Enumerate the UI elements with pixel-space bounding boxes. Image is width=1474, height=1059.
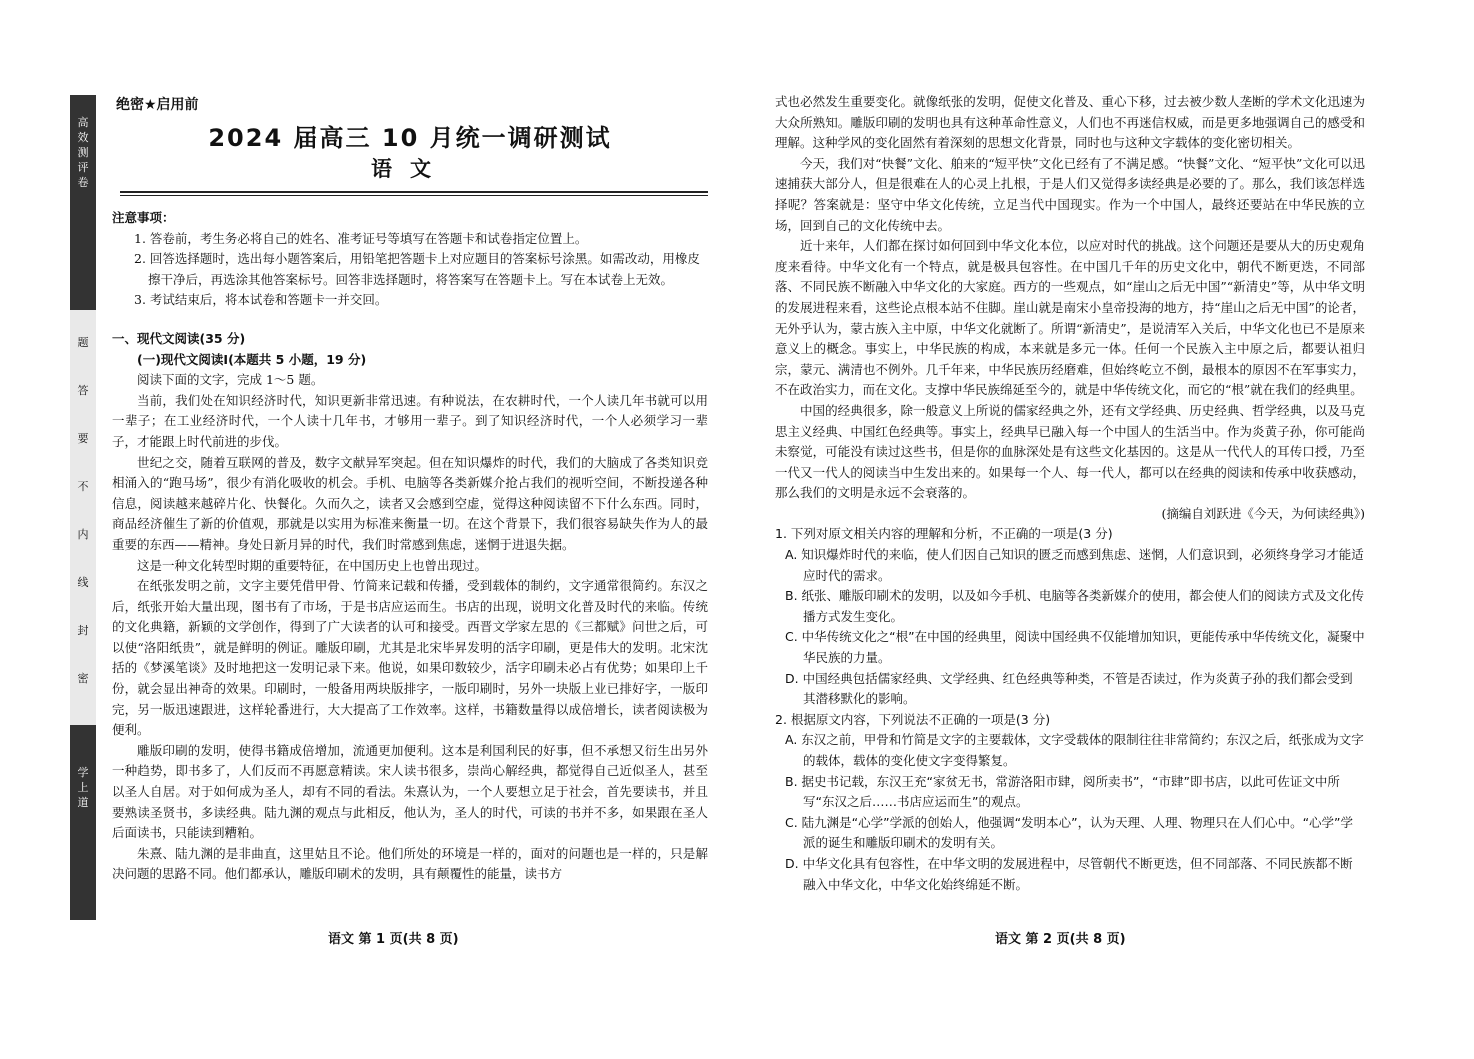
article-source: (摘编自刘跃进《今天，为何读经典》) xyxy=(1161,505,1365,521)
question-option: D. 中国经典包括儒家经典、文学经典、红色经典等种类，不管是否读过，作为炎黄子孙的我们都会受到其潜移默化的影响。 xyxy=(785,670,1353,707)
question-stem: 1. 下列对原文相关内容的理解和分析，不正确的一项是(3 分) xyxy=(775,526,1113,542)
binding-bottom-label: 学上道 xyxy=(77,766,89,809)
seal-char: 密 xyxy=(77,672,89,685)
notes-heading: 注意事项： xyxy=(112,210,175,225)
article-paragraph: 朱熹、陆九渊的是非曲直，这里姑且不论。他们所处的环境是一样的，面对的问题也是一样的，只是解决问题的思路不同。他们都承认，雕版印刷术的发明，具有颠覆性的能量，读书方 xyxy=(112,845,708,882)
article-paragraph: 近十来年，人们都在探讨如何回到中华文化本位，以应对时代的挑战。这个问题还是要从大的历史观角度来看待。中华文化有一个特点，就是极具包容性。在中国几千年的历史文化中，朝代不断更迭，不同部落、不同民族不断融入中华文化的大家庭。西方的一些观点，如“崖山之后无中国”“新清史”等，从中华文明的发展进程来看，这些论点根本站不住脚。崖山就是南宋小皇帝投海的地方，持“崖山之后无中国”的论者，无外乎认为，蒙古族入主中原，中华文化就断了。所谓“新清史”，是说清军入关后，中华文化也已不是原来意义上的概念。事实上，中华民族的构成，本来就是多元一体。任何一个民族入主中原之后，都要认祖归宗，蒙元、满清也不例外。几千年来，中华民族历经磨难，但始终屹立不倒，最根本的原因不在军事实力，不在政治实力，而在文化。支撑中华民族绵延至今的，就是中华传统文化，而它的“根”就在我们的经典里。 xyxy=(775,238,1365,398)
question-option: C. 陆九渊是“心学”学派的创始人，他强调“发明本心”，认为天理、人理、物理只在人们心中。“心学”学派的诞生和雕版印刷术的发明有关。 xyxy=(785,814,1354,851)
note-item: 1. 答卷前，考生务必将自己的姓名、准考证号等填写在答题卡和试卷指定位置上。 xyxy=(134,230,588,246)
question-option: D. 中华文化具有包容性，在中华文明的发展进程中，尽管朝代不断更迭，但不同部落、不同民族都不断融入中华文化，中华文化始终绵延不断。 xyxy=(785,855,1353,892)
header-rule xyxy=(120,191,708,193)
exam-title: 2024 届高三 10 月统一调研测试 xyxy=(208,124,612,152)
question-option: B. 据史书记载，东汉王充“家贫无书，常游洛阳市肆，阅所卖书”，“市肆”即书店，以此可佐证文中所写“东汉之后……书店应运而生”的观点。 xyxy=(785,773,1340,810)
binding-strip xyxy=(70,95,96,920)
article-paragraph: 中国的经典很多，除一般意义上所说的儒家经典之外，还有文学经典、历史经典、哲学经典，以及马克思主义经典、中国红色经典等。事实上，经典早已融入每一个中国人的生活当中。作为炎黄子孙，你可能尚未察觉，可能没有读过这些书，但是你的血脉深处是有这些文化基因的。这是从一代代人的耳传口授，乃至一代又一代人的阅读当中生发出来的。如果每一个人、每一代人，都可以在经典的阅读和传承中收获感动，那么我们的文明是永远不会衰落的。 xyxy=(775,402,1365,501)
exam-page-2 xyxy=(775,92,1365,895)
article-paragraph: 在纸张发明之前，文字主要凭借甲骨、竹简来记载和传播，受到载体的制约，文字通常很简约。东汉之后，纸张开始大量出现，图书有了市场，于是书店应运而生。书店的出现，说明文化普及时代的来临。传统的文化典籍，新颖的文学创作，得到了广大读者的认可和接受。西晋文学家左思的《三都赋》问世之后，可以使“洛阳纸贵”，就是鲜明的例证。雕版印刷，尤其是北宋毕昇发明的活字印刷，更是伟大的发明。北宋沈括的《梦溪笔谈》及时地把这一发明记录下来。他说，如果印数较少，活字印刷未必占有优势；如果印上千份，就会显出神奇的效果。印刷时，一般备用两块版排字，一版印刷时，另外一块版上业已排好字，一版印完，另一版迅速跟进，这样轮番进行，大大提高了工作效率。这样，书籍数量得以成倍增长，读者阅读极为便利。 xyxy=(112,578,708,738)
page-footer: 语文 第 2 页(共 8 页) xyxy=(995,932,1126,947)
question-option: B. 纸张、雕版印刷术的发明，以及如今手机、电脑等各类新媒介的使用，都会使人们的阅读方式及文化传播方式发生变化。 xyxy=(785,588,1365,624)
section-heading: 一、现代文阅读(35 分) xyxy=(112,330,246,346)
seal-char: 线 xyxy=(77,576,89,589)
question-stem: 2. 根据原文内容，下列说法不正确的一项是(3 分) xyxy=(775,711,1051,727)
article-paragraph: 当前，我们处在知识经济时代，知识更新非常迅速。有种说法，在农耕时代，一个人读几年书就可以用一辈子；在工业经济时代，一个人读十几年书，才够用一辈子。到了知识经济时代，一个人必须学习一辈子，才能跟上时代前进的步伐。 xyxy=(112,392,708,449)
header-rule-thin xyxy=(120,195,708,196)
subject-title: 语文 xyxy=(371,157,449,181)
question-option: C. 中华传统文化之“根”在中国的经典里，阅读中国经典不仅能增加知识，更能传承中华传统文化，凝聚中华民族的力量。 xyxy=(785,629,1365,666)
confidential-label: 绝密★启用前 xyxy=(116,97,199,113)
article-paragraph: 世纪之交，随着互联网的普及，数字文献异军突起。但在知识爆炸的时代，我们的大脑成了各类知识竞相涌入的“跑马场”，很少有消化吸收的机会。手机、电脑等各类新媒介抢占我们的视听空间，不断投递各种信息，阅读越来越碎片化、快餐化。久而久之，读者又会感到空虚，觉得这种阅读留不下什么东西。同时，商品经济催生了新的价值观，那就是以实用为标准来衡量一切。在这个背景下，我们很容易缺失作为人的最重要的东西——精神。身处日新月异的时代，我们时常感到焦虑，迷惘于进退失据。 xyxy=(112,454,708,552)
seal-char: 封 xyxy=(77,624,89,637)
article-paragraph: 今天，我们对“快餐”文化、舶来的“短平快”文化已经有了不满足感。“快餐”文化、“短平快”文化可以迅速捕获大部分人，但是很难在人的心灵上扎根，于是人们又觉得多读经典是必要的了。那么，我们该怎样选择呢？答案就是：坚守中华文化传统，立足当代中国现实。作为一个中国人，最终还要站在中华民族的立场，回到自己的文化传统中去。 xyxy=(775,155,1365,233)
page-footer: 语文 第 1 页(共 8 页) xyxy=(328,932,459,947)
question-option: A. 东汉之前，甲骨和竹简是文字的主要载体，文字受载体的限制往往非常简约；东汉之后，纸张成为文字的载体，载体的变化使文字变得繁复。 xyxy=(785,732,1364,768)
seal-char: 内 xyxy=(77,528,89,541)
exam-page-1 xyxy=(112,94,708,885)
article-paragraph: 式也必然发生重要变化。就像纸张的发明，促使文化普及、重心下移，过去被少数人垄断的学术文化迅速为大众所熟知。雕版印刷的发明也具有这种革命性意义，人们也不再迷信权威，而是更多地强调自己的感受和理解。这种学风的变化固然有着深刻的思想文化背景，同时也与这种文字载体的变化密切相关。 xyxy=(775,94,1365,151)
article-paragraph: 雕版印刷的发明，使得书籍成倍增加，流通更加便利。这本是利国利民的好事，但不承想又衍生出另外一种趋势，即书多了，人们反而不再愿意精读。宋人读书很多，崇尚心解经典，都觉得自己近似圣人，甚至以圣人自居。对于如何成为圣人，却有不同的看法。朱熹认为，一个人要想立足于社会，首先要读书，并且要熟读圣贤书，多读经典。陆九渊的观点与此相反，他认为，圣人的时代，可读的书并不多，如果跟在圣人后面读书，只能读到糟粕。 xyxy=(112,742,708,841)
binding-top-band xyxy=(70,95,96,310)
subsection-heading: (一)现代文阅读Ⅰ(本题共 5 小题，19 分) xyxy=(137,351,367,367)
reading-instruction: 阅读下面的文字，完成 1～5 题。 xyxy=(137,372,324,388)
note-item: 2. 回答选择题时，选出每小题答案后，用铅笔把答题卡上对应题目的答案标号涂黑。如需改动，用橡皮擦干净后，再选涂其他答案标号。回答非选择题时，将答案写在答题卡上。写在本试卷上无效。 xyxy=(134,251,700,287)
seal-char: 答 xyxy=(77,384,89,397)
binding-bottom-band xyxy=(70,725,96,920)
binding-top-label: 高效测评卷 xyxy=(77,116,89,189)
seal-char: 不 xyxy=(77,480,89,493)
question-option: A. 知识爆炸时代的来临，使人们因自己知识的匮乏而感到焦虑、迷惘，人们意识到，必须终身学习才能适应时代的需求。 xyxy=(785,547,1364,583)
seal-char: 要 xyxy=(77,432,89,445)
seal-char: 题 xyxy=(77,336,89,349)
note-item: 3. 考试结束后，将本试卷和答题卡一并交回。 xyxy=(134,292,388,308)
article-paragraph: 这是一种文化转型时期的重要特征，在中国历史上也曾出现过。 xyxy=(137,557,488,573)
